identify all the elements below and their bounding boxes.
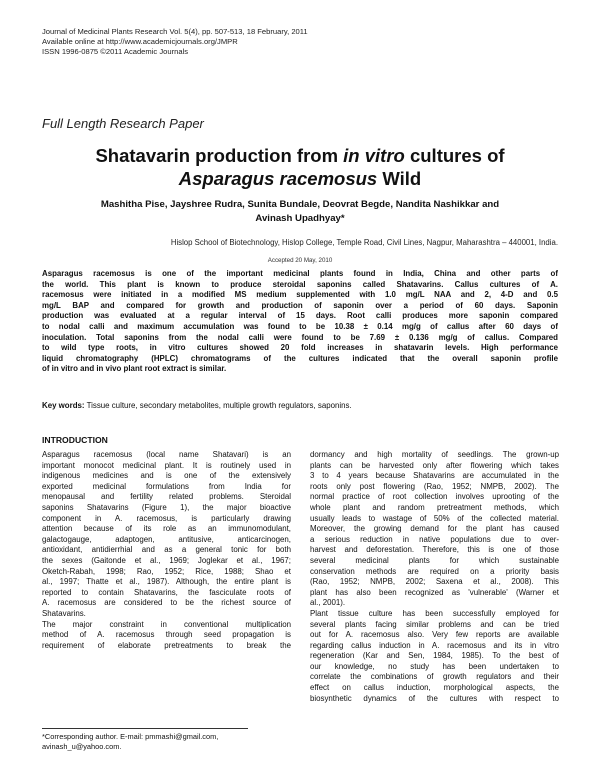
body-line: indigenous medicines and is one of the extensively — [42, 471, 291, 481]
abstract-line: of in vitro and in vivo plant root extract is similar. — [42, 364, 227, 374]
keywords-text: Tissue culture, secondary metabolites, multiple growth regulators, saponins. — [84, 401, 352, 410]
body-line: requirement of elaborate pretreatments to break the — [42, 640, 291, 650]
keywords — [42, 401, 352, 410]
affiliation: Hislop School of Biotechnology, Hislop College, Temple Road, Civil Lines, Nagpur, Maharashtra – 440001, India. — [170, 238, 558, 247]
body-line: 3 to 4 years because Shatavarins are accumulated in the — [310, 471, 559, 481]
body-line: the sexes (Gaitonde et al., 1969; Joglekar et al., 1967; — [42, 555, 291, 565]
body-line: saponins Shatavarins (Figure 1), the major bioactive — [42, 502, 291, 512]
title-part1: Shatavarin production from — [95, 145, 344, 166]
abstract-line: production was evaluated at a regular interval of 15 days. Root calli produces more saponin compared — [42, 311, 558, 321]
paper-type: Full Length Research Paper — [42, 116, 204, 131]
body-line: plants can be harvested only after flowering which takes — [310, 460, 559, 470]
body-line: attention because of its role as an immunomodulant, — [42, 524, 291, 534]
body-line: al., 2001). — [310, 598, 346, 608]
authors-line1: Mashitha Pise, Jayshree Rudra, Sunita Bundale, Deovrat Begde, Nandita Nashikkar and — [100, 199, 500, 210]
body-line: our knowledge, no study has been undertaken to — [310, 661, 559, 671]
footnote-divider — [42, 728, 248, 729]
body-line: Shatavarins. — [42, 608, 86, 618]
right-column — [310, 450, 559, 704]
abstract-line: inoculation. Total saponins from the nodal calli were found to be 7.69 ± 0.136 mg/g of callus. Compared — [42, 332, 558, 342]
body-line: biosynthetic dynamics of the cultures with respect to — [310, 693, 559, 703]
title-part4: Asparagus racemosus — [178, 168, 378, 189]
body-line: plant has also been recognized as 'vulnerable' (Warner et — [310, 587, 559, 597]
body-line: Oketch-Rabah, 1998; Rao, 1952; Rice, 1988; Shao et — [42, 566, 291, 576]
body-line: antioxidant, antidierrhial and as a general tonic for both — [42, 545, 291, 555]
abstract-line: Asparagus racemosus is one of the important medicinal plants found in India, China and other parts of — [42, 269, 558, 278]
body-line: several plants facing similar problems and can be tried — [310, 619, 559, 629]
body-line: whole plant and random pretreatment methods, which — [310, 502, 559, 512]
body-line: The major constraint in conventional multiplication — [42, 619, 291, 629]
authors-line2: Avinash Upadhyay* — [255, 213, 345, 224]
abstract-line: to nodal calli and maximum accumulation was found to be 10.38 ± 0.14 mg/g of callus after 60 days of — [42, 321, 558, 331]
body-line: roots only post flowering (Rao, 1952; NMPB, 2002). The — [310, 481, 559, 491]
abstract — [42, 269, 558, 375]
body-line: usually leads to wastage of 50% of the collected material. — [310, 513, 559, 523]
body-line: important monocot medicinal plant. It is routinely used in — [42, 460, 291, 470]
title-part2: in vitro — [343, 145, 405, 166]
body-line: a serious reduction in native populations due to over- — [310, 534, 559, 544]
abstract-line: mg/L BAP and compared for growth and production of saponin over a period of 60 days. Saponin — [42, 300, 558, 310]
author-list — [52, 198, 548, 226]
body-line: dormancy and high mortality of seedlings. The grown-up — [310, 450, 559, 459]
body-line: conservation methods are required on a priority basis — [310, 566, 559, 576]
body-line: harvest and deforestation. Therefore, this is one of those — [310, 545, 559, 555]
body-line: regeneration (Kar and Sen, 1984, 1985). To the best of — [310, 651, 559, 661]
body-line: Plant tissue culture has been successfully employed for — [310, 608, 559, 618]
body-line: component in A. racemosus, is particularly drawing — [42, 513, 291, 523]
paper-title — [42, 144, 558, 190]
journal-url: Available online at http://www.academicjournals.org/JMPR — [42, 37, 238, 46]
body-line: exported medicinal formulations from India for — [42, 481, 291, 491]
body-line: Asparagus racemosus (local name Shatavari) is an — [42, 450, 291, 459]
accepted-date: Accepted 20 May, 2010 — [267, 257, 333, 264]
body-line: regarding callus induction in A. racemosus and its in vitro — [310, 640, 559, 650]
body-line: normal practice of root collection involves uprooting of the — [310, 492, 559, 502]
abstract-line: liquid chromatography (HPLC) chromatograms of the cultures indicated that the overall saponin profile — [42, 353, 558, 363]
body-line: al., 1997; Thatte et al., 1987). Although, the entire plant is — [42, 577, 291, 587]
journal-header — [42, 27, 308, 57]
abstract-line: racemosus were initiated in a modified MS medium supplemented with 1.0 mg/L NAA and 2, 4-D and 0.5 — [42, 290, 558, 300]
left-column — [42, 450, 291, 651]
body-line: effect on callus induction, morphological aspects, the — [310, 683, 559, 693]
body-line: A. racemosus are considered to be the richest source of — [42, 598, 291, 608]
body-line: reported to contain Shatavarins, the fasciculate roots of — [42, 587, 291, 597]
title-part5: Wild — [377, 168, 422, 189]
journal-citation: Journal of Medicinal Plants Research Vol. 5(4), pp. 507-513, 18 February, 2011 — [42, 27, 308, 36]
body-line: menopausal and fertility related problems. Steroidal — [42, 492, 291, 502]
title-part3: cultures of — [404, 145, 505, 166]
keywords-label: Key words: — [42, 401, 85, 410]
journal-issn: ISSN 1996-0875 ©2011 Academic Journals — [42, 47, 189, 56]
body-line: several medicinal plants for which sustainable — [310, 555, 559, 565]
body-line: method of A. racemosus through seed propagation is — [42, 630, 291, 640]
footnote — [42, 732, 291, 751]
body-line: correlate the combinations of growth regulators and their — [310, 672, 559, 682]
abstract-line: to wild type roots, in vitro cultures showed 20 fold increases in shatavarin levels. High performance — [42, 343, 558, 353]
abstract-line: the world. This plant is known to produce steroidal saponins called Shatavarins. Callus cultures of A. — [42, 279, 558, 289]
body-line: galactogauge, adaptogen, antitusive, anticarcinogen, — [42, 534, 291, 544]
body-line: (Rao, 1952; NMPB, 2002; Saxena et al., 2008). This — [310, 577, 559, 587]
footnote-line2: avinash_u@yahoo.com. — [42, 741, 122, 751]
body-line: Moreover, the growing demand for the plant has caused — [310, 524, 559, 534]
body-line: out for A. racemosus also. Very few reports are available — [310, 630, 559, 640]
footnote-line1: *Corresponding author. E-mail: pmmashi@gmail.com, — [42, 732, 219, 741]
section-heading: INTRODUCTION — [42, 435, 108, 445]
